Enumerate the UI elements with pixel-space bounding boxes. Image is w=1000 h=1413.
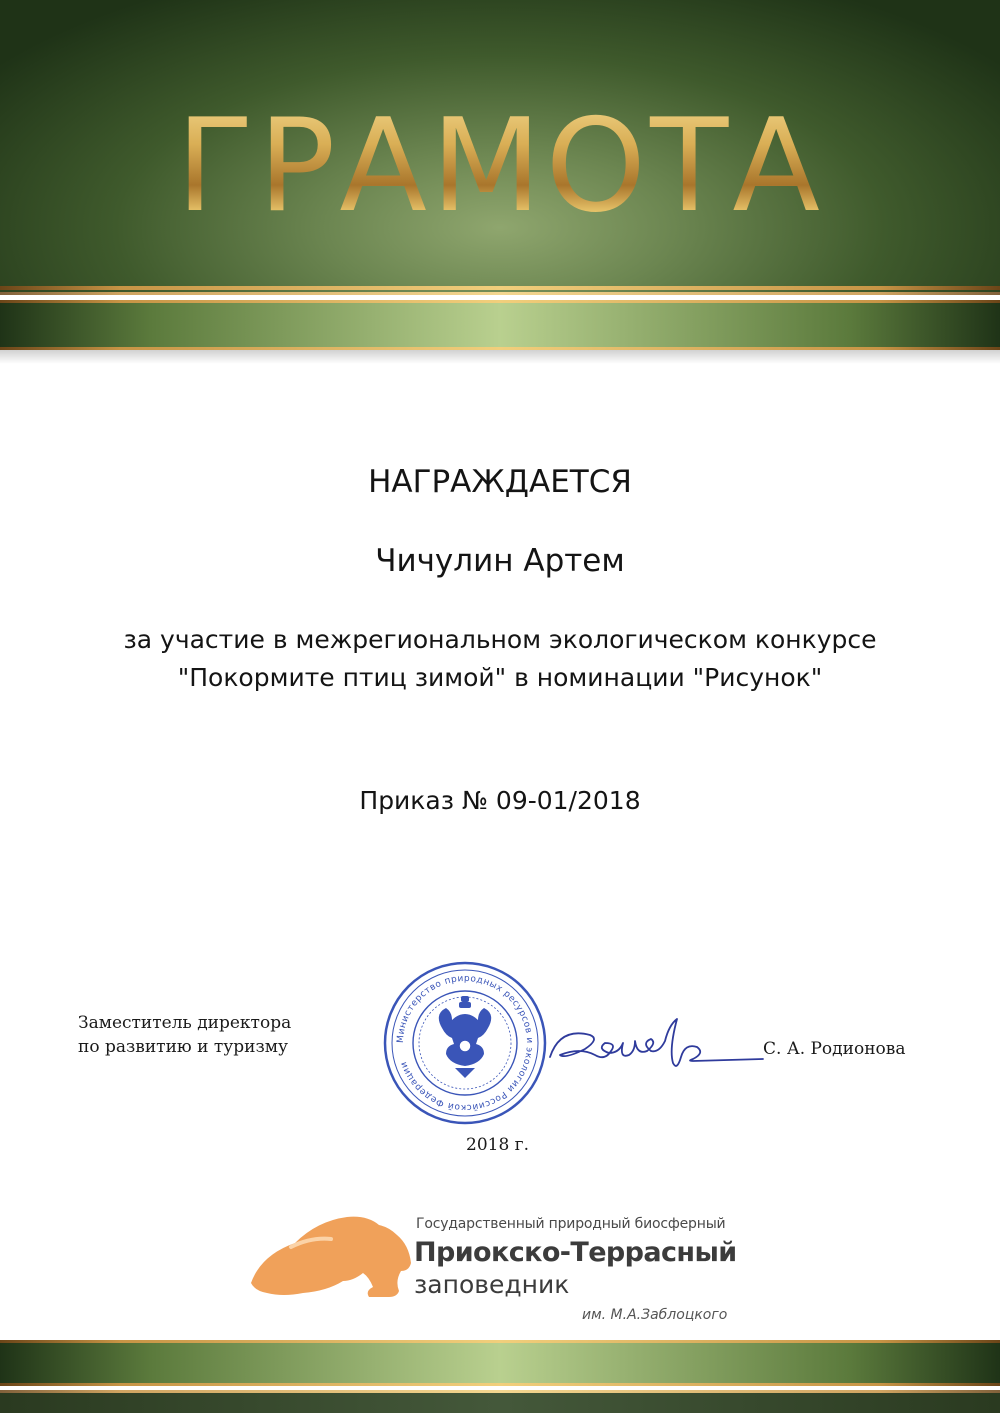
awarded-heading: НАГРАЖДАЕТСЯ xyxy=(368,464,632,500)
signer-position xyxy=(78,1011,291,1059)
logo-sub-line: заповедник xyxy=(414,1270,570,1299)
top-gold-line-2 xyxy=(0,292,1000,295)
award-reason xyxy=(0,621,1000,697)
certificate-year: 2018 г. xyxy=(466,1135,529,1155)
bison-logo-icon xyxy=(245,1213,415,1303)
bottom-green-strip xyxy=(0,1343,1000,1383)
order-number: Приказ № 09-01/2018 xyxy=(359,786,641,815)
signer-name: С. А. Родионова xyxy=(763,1039,906,1059)
official-seal xyxy=(380,958,550,1128)
top-shadow xyxy=(0,350,1000,364)
logo-im-line: им. М.А.Заблоцкого xyxy=(582,1307,728,1323)
bottom-gold-line-2 xyxy=(0,1383,1000,1386)
bottom-dark-band xyxy=(0,1393,1000,1413)
award-reason-line-1: за участие в межрегиональном экологическом конкурсе xyxy=(123,625,877,654)
certificate-title: ГРАМОТА xyxy=(0,92,1000,242)
logo-main-line: Приокско-Террасный xyxy=(414,1237,737,1268)
signer-position-line-1: Заместитель директора xyxy=(78,1013,292,1033)
top-green-strip xyxy=(0,303,1000,347)
award-reason-line-2: "Покормите птиц зимой" в номинации "Рисунок" xyxy=(177,663,823,692)
eagle-emblem-icon xyxy=(439,996,491,1078)
logo-top-line: Государственный природный биосферный xyxy=(416,1216,726,1232)
seal-text: Министерство природных ресурсов и экологии Российской Федерации xyxy=(395,973,535,1113)
signer-position-line-2: по развитию и туризму xyxy=(78,1037,288,1057)
handwritten-signature xyxy=(540,1005,780,1105)
top-gold-line-1 xyxy=(0,286,1000,290)
recipient-name: Чичулин Артем xyxy=(375,543,625,579)
